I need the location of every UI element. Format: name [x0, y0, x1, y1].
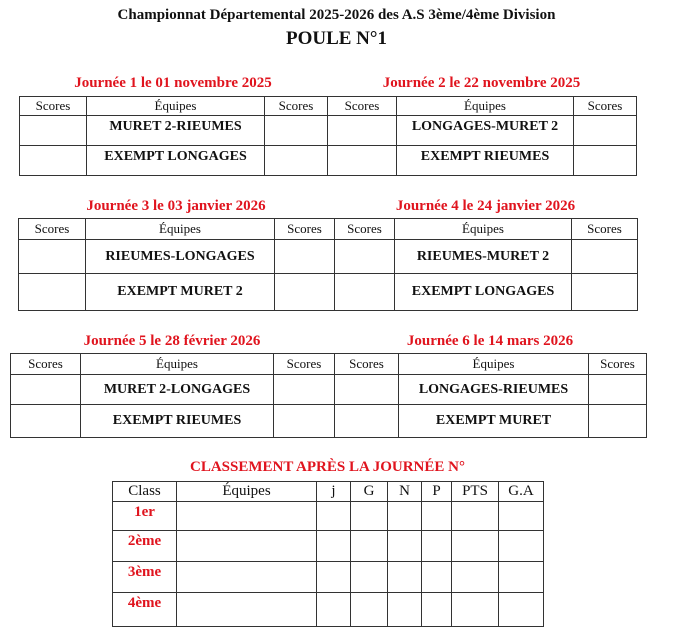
schedule-table-1-2 [19, 96, 637, 176]
stat-cell[interactable] [351, 502, 388, 531]
stat-cell[interactable] [317, 562, 351, 593]
rank-label: 4ème [113, 593, 177, 627]
score-cell[interactable] [335, 274, 395, 311]
stat-cell[interactable] [452, 502, 499, 531]
exempt-cell: EXEMPT LONGAGES [395, 274, 572, 311]
goal-average-header: G.A [499, 482, 544, 502]
score-cell[interactable] [19, 240, 86, 274]
points-header: PTS [452, 482, 499, 502]
score-cell[interactable] [328, 116, 397, 146]
exempt-cell: EXEMPT RIEUMES [397, 146, 574, 176]
stat-cell[interactable] [388, 593, 422, 627]
team-cell[interactable] [177, 562, 317, 593]
rank-label: 1er [113, 502, 177, 531]
score-cell[interactable] [274, 405, 335, 438]
score-cell[interactable] [265, 116, 328, 146]
journee-6-label: Journée 6 le 14 mars 2026 [406, 333, 574, 349]
joues-header: j [317, 482, 351, 502]
journee-5-label: Journée 5 le 28 février 2026 [83, 333, 261, 349]
score-cell[interactable] [20, 146, 87, 176]
score-cell[interactable] [335, 240, 395, 274]
team-cell[interactable] [177, 502, 317, 531]
equipes-header: Équipes [81, 354, 274, 375]
rank-label: 3ème [113, 562, 177, 593]
equipes-header: Équipes [86, 219, 275, 240]
equipes-header: Équipes [397, 97, 574, 116]
stat-cell[interactable] [317, 502, 351, 531]
stat-cell[interactable] [452, 593, 499, 627]
stat-cell[interactable] [499, 531, 544, 562]
stat-cell[interactable] [499, 562, 544, 593]
scores-header: Scores [20, 97, 87, 116]
score-cell[interactable] [335, 405, 399, 438]
poule-title: POULE N°1 [285, 28, 388, 49]
match-cell: MURET 2-RIEUMES [87, 116, 265, 146]
stat-cell[interactable] [351, 531, 388, 562]
score-cell[interactable] [274, 375, 335, 405]
classement-title: CLASSEMENT APRÈS LA JOURNÉE N° [190, 459, 465, 475]
score-cell[interactable] [589, 405, 647, 438]
match-cell: RIEUMES-LONGAGES [86, 240, 275, 274]
stat-cell[interactable] [388, 562, 422, 593]
scores-header: Scores [572, 219, 638, 240]
class-header: Class [113, 482, 177, 502]
scores-header: Scores [589, 354, 647, 375]
stat-cell[interactable] [499, 593, 544, 627]
team-cell[interactable] [177, 531, 317, 562]
classement-row [113, 531, 544, 562]
match-cell: LONGAGES-RIEUMES [399, 375, 589, 405]
classement-row [113, 562, 544, 593]
classement-row [113, 502, 544, 531]
journee-4-label: Journée 4 le 24 janvier 2026 [395, 198, 576, 214]
classement-row [113, 593, 544, 627]
stat-cell[interactable] [499, 502, 544, 531]
score-cell[interactable] [20, 116, 87, 146]
exempt-cell: EXEMPT LONGAGES [87, 146, 265, 176]
stat-cell[interactable] [317, 531, 351, 562]
stat-cell[interactable] [317, 593, 351, 627]
equipes-header: Équipes [87, 97, 265, 116]
stat-cell[interactable] [452, 562, 499, 593]
equipes-header: Équipes [395, 219, 572, 240]
stat-cell[interactable] [452, 531, 499, 562]
stat-cell[interactable] [422, 531, 452, 562]
match-cell: LONGAGES-MURET 2 [397, 116, 574, 146]
scores-header: Scores [265, 97, 328, 116]
stat-cell[interactable] [422, 502, 452, 531]
score-cell[interactable] [265, 146, 328, 176]
equipes-header: Équipes [399, 354, 589, 375]
stat-cell[interactable] [422, 593, 452, 627]
gagnes-header: G [351, 482, 388, 502]
nuls-header: N [388, 482, 422, 502]
stat-cell[interactable] [351, 593, 388, 627]
document-title: Championnat Départemental 2025-2026 des A.S 3ème/4ème Division [117, 7, 556, 23]
exempt-cell: EXEMPT MURET 2 [86, 274, 275, 311]
score-cell[interactable] [19, 274, 86, 311]
scores-header: Scores [274, 354, 335, 375]
scores-header: Scores [275, 219, 335, 240]
score-cell[interactable] [572, 240, 638, 274]
schedule-table-5-6 [10, 353, 647, 438]
score-cell[interactable] [574, 146, 637, 176]
stat-cell[interactable] [388, 502, 422, 531]
score-cell[interactable] [335, 375, 399, 405]
scores-header: Scores [574, 97, 637, 116]
stat-cell[interactable] [388, 531, 422, 562]
score-cell[interactable] [574, 116, 637, 146]
stat-cell[interactable] [351, 562, 388, 593]
perdus-header: P [422, 482, 452, 502]
stat-cell[interactable] [422, 562, 452, 593]
scores-header: Scores [19, 219, 86, 240]
score-cell[interactable] [11, 375, 81, 405]
team-cell[interactable] [177, 593, 317, 627]
score-cell[interactable] [589, 375, 647, 405]
score-cell[interactable] [572, 274, 638, 311]
exempt-cell: EXEMPT MURET [399, 405, 589, 438]
exempt-cell: EXEMPT RIEUMES [81, 405, 274, 438]
match-cell: MURET 2-LONGAGES [81, 375, 274, 405]
equipes-header: Équipes [177, 482, 317, 502]
journee-2-label: Journée 2 le 22 novembre 2025 [382, 75, 581, 91]
match-cell: RIEUMES-MURET 2 [395, 240, 572, 274]
score-cell[interactable] [275, 240, 335, 274]
classement-table [112, 481, 544, 627]
journee-3-label: Journée 3 le 03 janvier 2026 [86, 198, 266, 214]
scores-header: Scores [335, 354, 399, 375]
schedule-table-3-4 [18, 218, 638, 311]
score-cell[interactable] [328, 146, 397, 176]
score-cell[interactable] [11, 405, 81, 438]
scores-header: Scores [335, 219, 395, 240]
scores-header: Scores [11, 354, 81, 375]
rank-label: 2ème [113, 531, 177, 562]
scores-header: Scores [328, 97, 397, 116]
score-cell[interactable] [275, 274, 335, 311]
journee-1-label: Journée 1 le 01 novembre 2025 [74, 75, 272, 91]
